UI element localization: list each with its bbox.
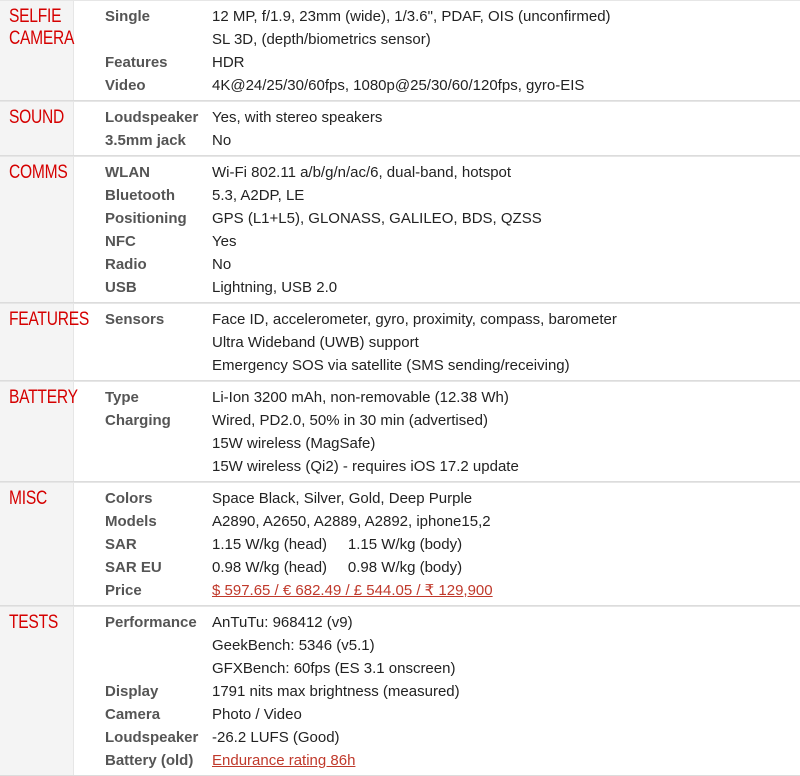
spec-row [90, 253, 800, 276]
spec-row [90, 510, 800, 533]
section-category-label: SOUND [0, 102, 74, 155]
spec-row [90, 276, 800, 299]
spec-row [90, 657, 800, 680]
section-rows [90, 382, 800, 481]
spec-value: SL 3D, (depth/biometrics sensor) [212, 31, 431, 48]
spec-row [90, 556, 800, 579]
spec-row [90, 207, 800, 230]
spec-value: 0.98 W/kg (head) 0.98 W/kg (body) [212, 559, 463, 576]
spec-value: Ultra Wideband (UWB) support [212, 334, 419, 351]
spec-title: Sensors [105, 311, 165, 328]
spec-section [0, 0, 800, 101]
section-rows [90, 607, 800, 775]
spec-section [0, 156, 800, 303]
spec-value: 15W wireless (MagSafe) [212, 435, 376, 452]
spec-title [90, 634, 212, 657]
spec-value [212, 749, 800, 772]
spec-section [0, 381, 800, 482]
spec-title: Battery (old) [105, 752, 194, 769]
spec-value: No [212, 132, 232, 149]
spec-title: SAR EU [105, 559, 162, 576]
spec-row [90, 455, 800, 478]
spec-row [90, 106, 800, 129]
section-category-label: BATTERY [0, 382, 74, 481]
spec-section [0, 101, 800, 156]
spec-value: GFXBench: 60fps (ES 3.1 onscreen) [212, 660, 456, 677]
spec-title: 3.5mm jack [105, 132, 186, 149]
spec-title: WLAN [105, 164, 150, 181]
spec-row [90, 749, 800, 772]
spec-value: Wired, PD2.0, 50% in 30 min (advertised) [212, 412, 488, 429]
spec-title: Loudspeaker [105, 729, 199, 746]
spec-row [90, 230, 800, 253]
spec-title: USB [105, 279, 137, 296]
spec-value-link[interactable]: $ 597.65 / € 682.49 / £ 544.05 / ₹ 129,900 [212, 582, 493, 599]
section-category-label: COMMS [0, 157, 74, 302]
section-rows [90, 157, 800, 302]
spec-value: Li-Ion 3200 mAh, non-removable (12.38 Wh) [212, 389, 509, 406]
spec-value: Lightning, USB 2.0 [212, 279, 338, 296]
spec-value: GeekBench: 5346 (v5.1) [212, 637, 375, 654]
section-category-label: FEATURES [0, 304, 74, 380]
spec-value: Face ID, accelerometer, gyro, proximity, compass, barometer [212, 311, 617, 328]
spec-row [90, 308, 800, 331]
spec-value: Space Black, Silver, Gold, Deep Purple [212, 490, 473, 507]
spec-title: Single [105, 8, 151, 25]
spec-row [90, 611, 800, 634]
spec-title [90, 432, 212, 455]
spec-title: Price [105, 582, 142, 599]
spec-title: Video [105, 77, 146, 94]
spec-title [90, 657, 212, 680]
spec-title: Features [105, 54, 168, 71]
spec-section [0, 606, 800, 776]
spec-value-link[interactable]: Endurance rating 86h [212, 752, 356, 769]
spec-row [90, 184, 800, 207]
section-rows [90, 102, 800, 155]
spec-row [90, 634, 800, 657]
spec-title: Models [105, 513, 157, 530]
spec-row [90, 74, 800, 97]
spec-title: Display [105, 683, 159, 700]
spec-title [90, 354, 212, 377]
spec-title: SAR [105, 536, 137, 553]
spec-row [90, 354, 800, 377]
spec-value: HDR [212, 54, 245, 71]
spec-title: Positioning [105, 210, 187, 227]
section-category-label: MISC [0, 483, 74, 605]
spec-row [90, 487, 800, 510]
spec-value: No [212, 256, 232, 273]
section-rows [90, 483, 800, 605]
section-rows [90, 304, 800, 380]
spec-value: Yes [212, 233, 237, 250]
spec-row [90, 161, 800, 184]
spec-title: Bluetooth [105, 187, 175, 204]
spec-value: Wi-Fi 802.11 a/b/g/n/ac/6, dual-band, hotspot [212, 164, 512, 181]
spec-row [90, 331, 800, 354]
spec-title: Performance [105, 614, 197, 631]
spec-row [90, 51, 800, 74]
spec-title [90, 28, 212, 51]
spec-title: Colors [105, 490, 153, 507]
spec-title: Charging [105, 412, 171, 429]
spec-title: Radio [105, 256, 147, 273]
spec-value: 1791 nits max brightness (measured) [212, 683, 460, 700]
spec-row [90, 726, 800, 749]
spec-row [90, 680, 800, 703]
section-category-label: TESTS [0, 607, 74, 775]
spec-row [90, 533, 800, 556]
spec-title: NFC [105, 233, 136, 250]
spec-title [90, 331, 212, 354]
spec-value: Emergency SOS via satellite (SMS sending/receiving) [212, 357, 570, 374]
spec-value [212, 579, 800, 602]
spec-row [90, 579, 800, 602]
spec-value: 1.15 W/kg (head) 1.15 W/kg (body) [212, 536, 463, 553]
spec-value: 12 MP, f/1.9, 23mm (wide), 1/3.6", PDAF, OIS (unconfirmed) [212, 8, 611, 25]
spec-title: Loudspeaker [105, 109, 199, 126]
spec-row [90, 5, 800, 28]
spec-row [90, 129, 800, 152]
spec-value: 4K@24/25/30/60fps, 1080p@25/30/60/120fps, gyro-EIS [212, 77, 585, 94]
spec-section [0, 303, 800, 381]
spec-value: 15W wireless (Qi2) - requires iOS 17.2 update [212, 458, 519, 475]
spec-value: GPS (L1+L5), GLONASS, GALILEO, BDS, QZSS [212, 210, 542, 227]
spec-value: Yes, with stereo speakers [212, 109, 383, 126]
spec-value: AnTuTu: 968412 (v9) [212, 614, 353, 631]
spec-row [90, 703, 800, 726]
spec-row [90, 432, 800, 455]
spec-value: A2890, A2650, A2889, A2892, iphone15,2 [212, 513, 491, 530]
spec-title: Camera [105, 706, 161, 723]
spec-title [90, 455, 212, 478]
section-rows [90, 1, 800, 100]
spec-section [0, 482, 800, 606]
spec-value: Photo / Video [212, 706, 302, 723]
section-category-label: SELFIE CAMERA [0, 1, 74, 100]
spec-row [90, 409, 800, 432]
spec-row [90, 28, 800, 51]
spec-value: -26.2 LUFS (Good) [212, 729, 340, 746]
spec-row [90, 386, 800, 409]
spec-value: 5.3, A2DP, LE [212, 187, 305, 204]
spec-title: Type [105, 389, 139, 406]
